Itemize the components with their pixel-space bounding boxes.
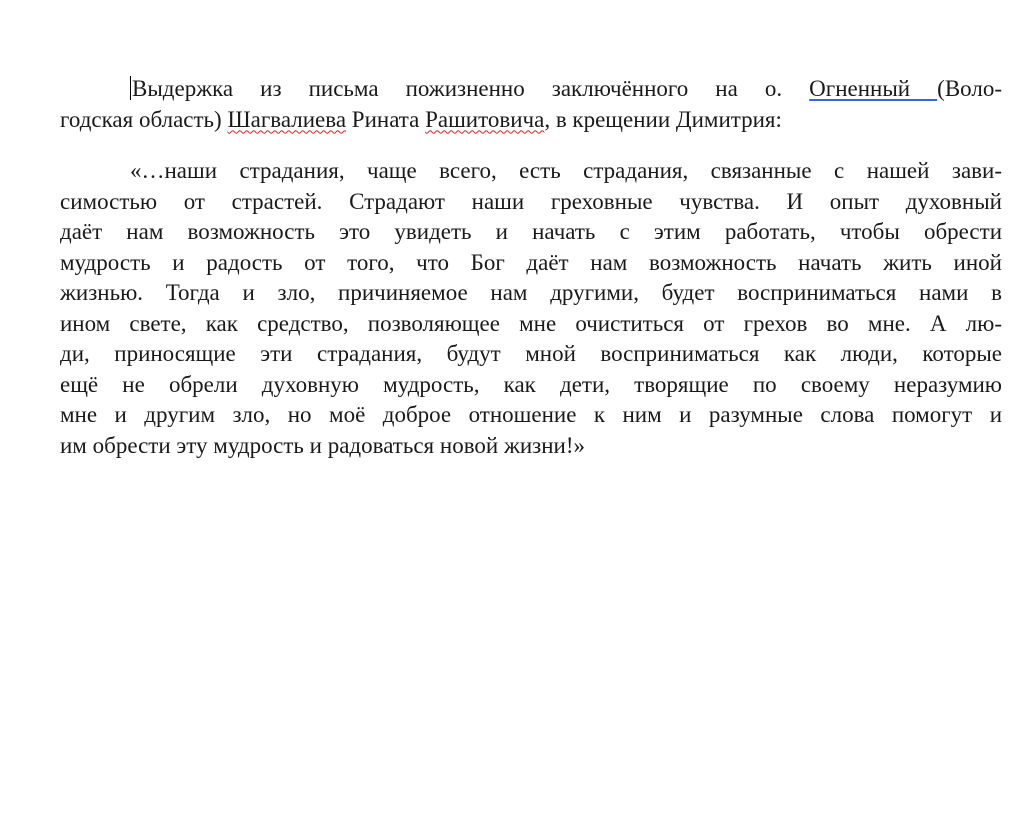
quote-line: мне и другим зло, но моё доброе отношение к ним и разумные слова помогут и bbox=[60, 402, 1002, 427]
quote-line: им обрести эту мудрость и радоваться новой жизни!» bbox=[60, 432, 586, 458]
quote-line: ещё не обрели духовную мудрость, как дети, творящие по своему неразумию bbox=[60, 371, 1002, 397]
intro-text-1a: Выдержка из письма пожизненно заключённого на о. bbox=[132, 76, 810, 101]
quote-line: ином свете, как средство, позволяющее мне очиститься от грехов во мне. А лю- bbox=[60, 310, 1002, 336]
quote-paragraph bbox=[60, 156, 1002, 461]
intro-text-2a: годская область) bbox=[60, 106, 228, 132]
quote-line: мудрость и радость от того, что Бог даёт нам возможность начать жить иной bbox=[60, 249, 1002, 275]
intro-paragraph bbox=[60, 74, 1002, 135]
quote-line: даёт нам возможность это увидеть и начать с этим работать, чтобы обрести bbox=[60, 219, 1002, 244]
intro-text-2b: Рината bbox=[346, 106, 426, 132]
quote-line: симостью от страстей. Страдают наши греховные чувства. И опыт духовный bbox=[60, 188, 1002, 214]
quote-line: жизнью. Тогда и зло, причиняемое нам другими, будет восприниматься нами в bbox=[60, 280, 1002, 305]
quote-line: ди, приносящие эти страдания, будут мной восприниматься как люди, которые bbox=[60, 341, 1002, 366]
intro-line-2 bbox=[60, 105, 1002, 136]
intro-line-1 bbox=[60, 74, 1002, 105]
intro-text-2c: , в крещении Димитрия: bbox=[544, 106, 782, 132]
surname: Шагвалиева bbox=[227, 106, 347, 132]
quote-line: «…наши страдания, чаще всего, есть страдания, связанные с нашей зави- bbox=[130, 158, 1002, 183]
patronymic: Рашитовича bbox=[425, 106, 545, 132]
place-name: Огненный bbox=[809, 76, 938, 101]
text-cursor bbox=[130, 76, 131, 100]
intro-text-1b: (Воло- bbox=[937, 76, 1002, 101]
